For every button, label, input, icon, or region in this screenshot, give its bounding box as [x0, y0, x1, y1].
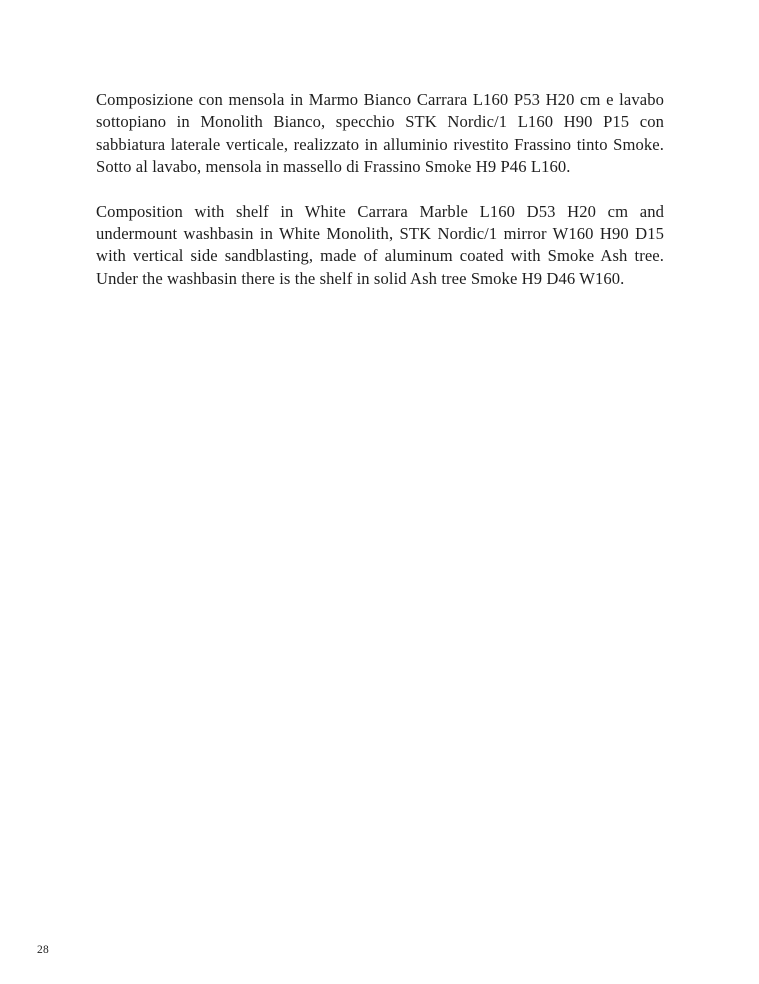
page-number: 28	[37, 944, 50, 956]
product-description	[96, 89, 664, 312]
description-english: Composition with shelf in White Carrara Marble L160 D53 H20 cm and undermount washbasin in White Monolith, STK Nordic/1 mirror W160 H90 D15 with vertical side sandblasting, made of aluminum coated with Smoke Ash tree. Under the washbasin there is the shelf in solid Ash tree Smoke H9 D46 W160.	[96, 201, 664, 288]
description-italian: Composizione con mensola in Marmo Bianco Carrara L160 P53 H20 cm e lavabo sottopiano in Monolith Bianco, specchio STK Nordic/1 L160 H90 P15 con sabbiatura laterale verticale, realizzato in alluminio rivestito Frassino tinto Smoke. Sotto al lavabo, mensola in massello di Frassino Smoke H9 P46 L160.	[96, 90, 664, 177]
